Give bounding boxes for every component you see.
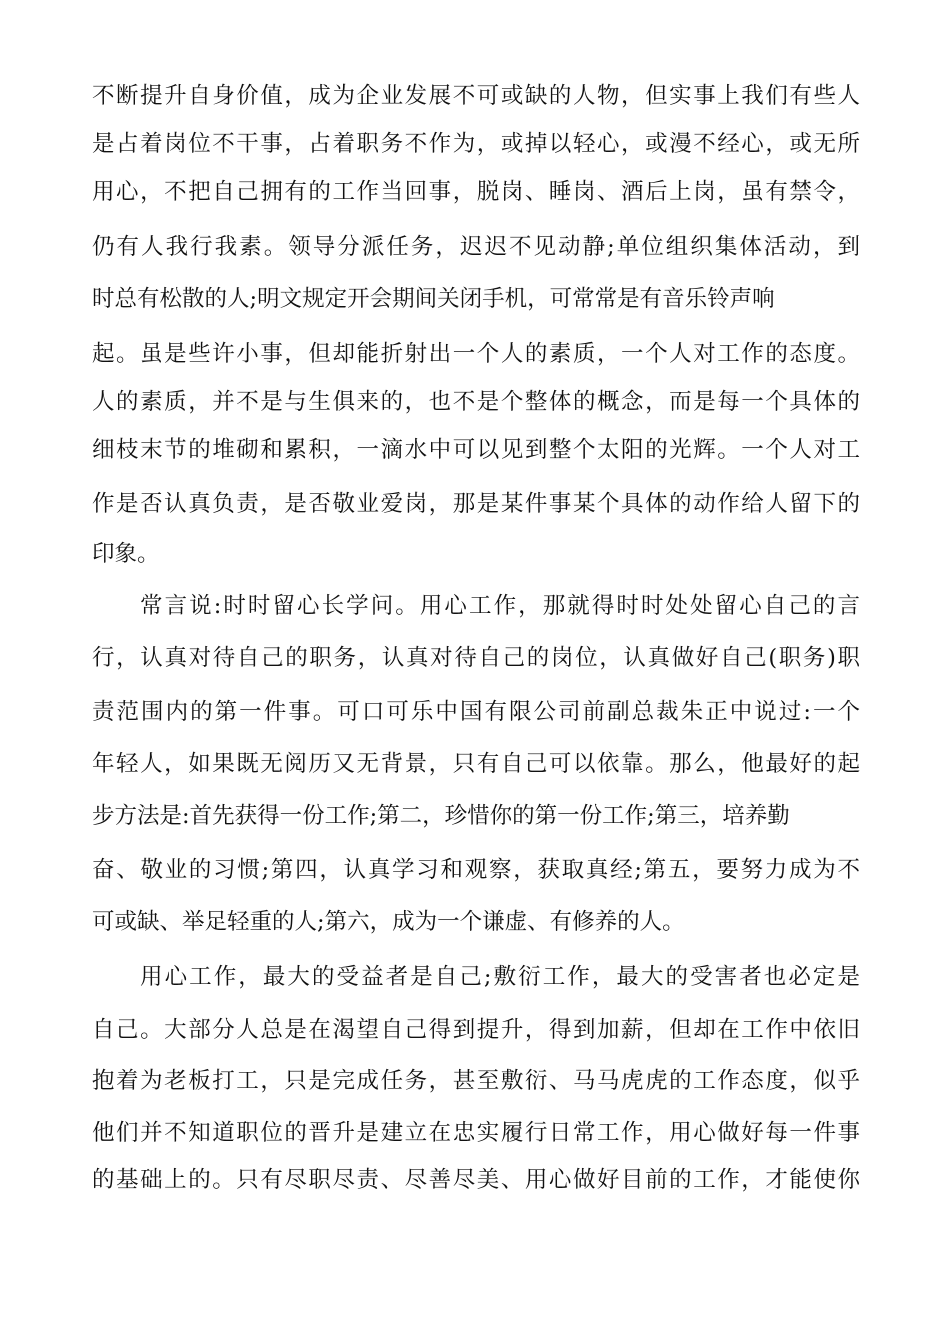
- text-line: 年轻人，如果既无阅历又无背景，只有自己可以依靠。那么，他最好的起: [92, 751, 860, 777]
- text-line: 他们并不知道职位的晋升是建立在忠实履行日常工作，用心做好每一件事: [92, 1120, 860, 1146]
- text-line: 仍有人我行我素。领导分派任务，迟迟不见动静;单位组织集体活动，到: [92, 234, 860, 260]
- text-line: 作是否认真负责，是否敬业爱岗，那是某件事某个具体的动作给人留下的: [92, 491, 860, 517]
- text-line: 时总有松散的人;明文规定开会期间关闭手机，可常常是有音乐铃声响: [92, 286, 775, 312]
- text-line: 步方法是:首先获得一份工作;第二，珍惜你的第一份工作;第三，培养勤: [92, 803, 790, 829]
- paragraph-first-line: 常言说:时时留心长学问。用心工作，那就得时时处处留心自己的言: [140, 593, 860, 619]
- text-line: 可或缺、举足轻重的人;第六，成为一个谦虚、有修养的人。: [92, 909, 685, 935]
- text-line: 细枝末节的堆砌和累积，一滴水中可以见到整个太阳的光辉。一个人对工: [92, 437, 860, 463]
- text-line: 是占着岗位不干事，占着职务不作为，或掉以轻心，或漫不经心，或无所: [92, 131, 860, 157]
- text-line: 奋、敬业的习惯;第四，认真学习和观察，获取真经;第五，要努力成为不: [92, 857, 860, 883]
- paragraph-first-line: 用心工作，最大的受益者是自己;敷衍工作，最大的受害者也必定是: [140, 964, 860, 990]
- text-line: 用心，不把自己拥有的工作当回事，脱岗、睡岗、酒后上岗，虽有禁令，: [92, 179, 860, 205]
- text-line: 印象。: [92, 541, 160, 567]
- text-line: 自己。大部分人总是在渴望自己得到提升，得到加薪，但却在工作中依旧: [92, 1017, 860, 1043]
- text-line: 的基础上的。只有尽职尽责、尽善尽美、用心做好目前的工作，才能使你: [92, 1167, 860, 1193]
- text-line: 行，认真对待自己的职务，认真对待自己的岗位，认真做好自己(职务)职: [92, 645, 860, 671]
- text-line: 责范围内的第一件事。可口可乐中国有限公司前副总裁朱正中说过:一个: [92, 699, 860, 725]
- text-line: 不断提升自身价值，成为企业发展不可或缺的人物，但实事上我们有些人: [92, 83, 860, 109]
- text-line: 起。虽是些许小事，但却能折射出一个人的素质，一个人对工作的态度。: [92, 341, 860, 367]
- text-line: 人的素质，并不是与生俱来的，也不是个整体的概念，而是每一个具体的: [92, 389, 860, 415]
- text-line: 抱着为老板打工，只是完成任务，甚至敷衍、马马虎虎的工作态度，似乎: [92, 1068, 860, 1094]
